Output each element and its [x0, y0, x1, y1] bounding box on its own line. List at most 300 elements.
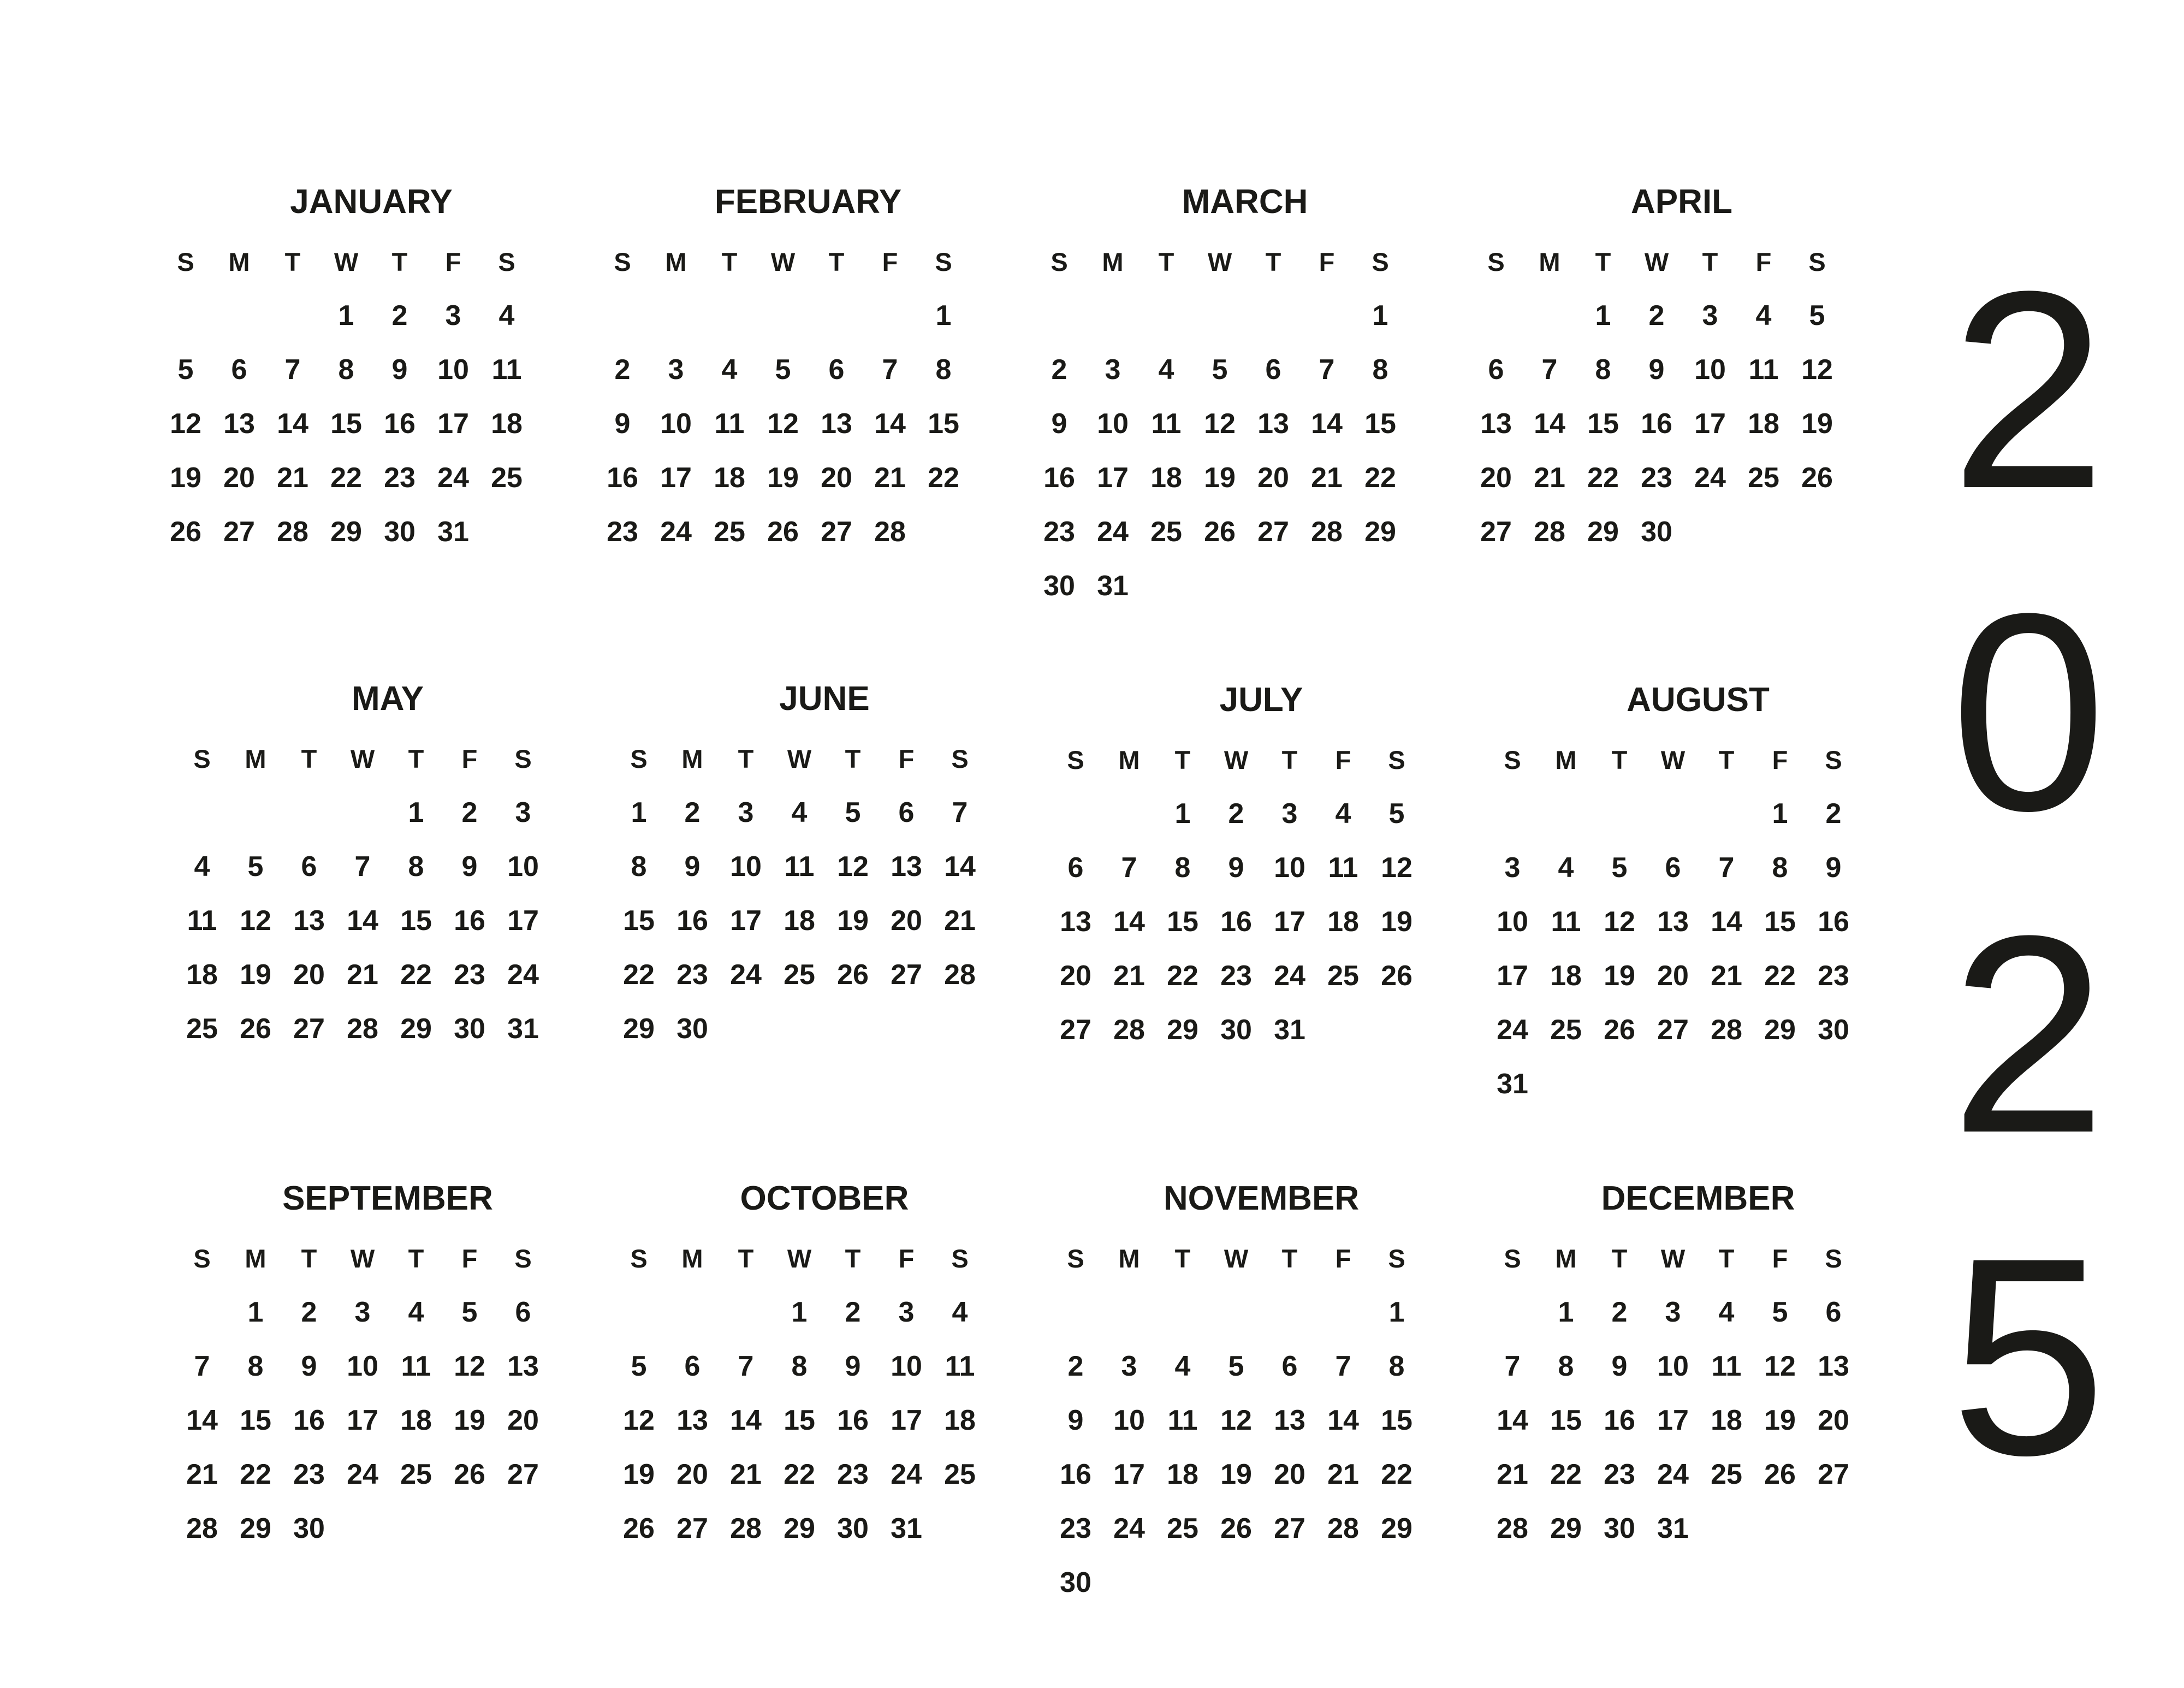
date-cell: 31	[437, 516, 469, 548]
weekday-label: S	[1504, 745, 1521, 774]
date-cell: 11	[1328, 852, 1358, 884]
weekday-label: T	[1281, 745, 1298, 774]
weekday-label: F	[1335, 745, 1351, 774]
weekday-label: T	[1158, 247, 1174, 276]
date-cell: 21	[1534, 462, 1565, 494]
month-title: MARCH	[1182, 183, 1308, 221]
month-april	[1474, 158, 1889, 595]
date-cell: 24	[1657, 1459, 1689, 1490]
date-cell: 15	[1364, 408, 1396, 440]
date-cell: 25	[491, 462, 523, 494]
date-cell: 24	[730, 959, 762, 991]
date-cell: 10	[1113, 1405, 1145, 1436]
date-cell: 20	[223, 462, 255, 494]
date-cell: 28	[944, 959, 976, 991]
date-cell: 26	[1220, 1513, 1252, 1544]
date-cell: 12	[170, 408, 201, 440]
date-cell: 23	[1043, 516, 1075, 548]
date-cell: 27	[223, 516, 255, 548]
date-cell: 10	[730, 851, 762, 883]
date-cell: 19	[170, 462, 201, 494]
weekday-label: F	[898, 1244, 915, 1273]
date-cell: 4	[791, 797, 808, 828]
date-cell: 28	[1113, 1014, 1145, 1046]
month-july	[1054, 656, 1469, 1093]
weekday-label: T	[1718, 745, 1735, 774]
weekday-label: T	[284, 247, 301, 276]
date-cell: 21	[1497, 1459, 1528, 1490]
weekday-label: T	[738, 744, 754, 773]
month-november	[1054, 1155, 1469, 1598]
date-cell: 2	[301, 1296, 317, 1328]
date-cell: 18	[1711, 1405, 1742, 1436]
date-cell: 5	[247, 851, 264, 883]
date-cell: 19	[454, 1405, 485, 1436]
date-cell: 9	[1825, 852, 1842, 884]
date-cell: 4	[408, 1296, 424, 1328]
weekday-label: M	[1539, 247, 1560, 276]
date-cell: 21	[347, 959, 378, 991]
date-cell: 5	[845, 797, 861, 828]
date-cell: 24	[437, 462, 469, 494]
date-cell: 26	[454, 1459, 485, 1490]
date-cell: 21	[730, 1459, 762, 1490]
date-cell: 8	[1772, 852, 1788, 884]
date-cell: 1	[935, 300, 952, 331]
date-cell: 25	[944, 1459, 976, 1490]
date-cell: 24	[1274, 960, 1305, 992]
weekday-label: F	[882, 247, 898, 276]
date-cell: 26	[767, 516, 799, 548]
date-cell: 18	[784, 905, 815, 937]
date-cell: 7	[1504, 1351, 1521, 1382]
month-january	[164, 158, 579, 595]
date-cell: 28	[1534, 516, 1565, 548]
date-cell: 10	[437, 354, 469, 386]
date-cell: 19	[1801, 408, 1833, 440]
weekday-label: M	[228, 247, 250, 276]
weekday-label: S	[1067, 745, 1084, 774]
date-cell: 11	[1151, 408, 1182, 440]
weekday-label: M	[1102, 247, 1124, 276]
date-cell: 16	[1043, 462, 1075, 494]
year-digit: 5	[1950, 1200, 2107, 1514]
weekday-label: S	[614, 247, 631, 276]
date-cell: 29	[1381, 1513, 1413, 1544]
date-cell: 8	[1372, 354, 1388, 386]
date-cell: 4	[1558, 852, 1574, 884]
date-cell: 29	[1364, 516, 1396, 548]
date-cell: 22	[400, 959, 432, 991]
weekday-label: W	[350, 1244, 375, 1273]
date-cell: 25	[1748, 462, 1779, 494]
date-cell: 6	[515, 1296, 531, 1328]
date-cell: 24	[1497, 1014, 1528, 1046]
date-cell: 22	[1764, 960, 1796, 992]
weekday-label: M	[245, 744, 266, 773]
weekday-label: T	[845, 1244, 861, 1273]
date-cell: 3	[898, 1296, 915, 1328]
weekday-label: F	[1772, 1244, 1788, 1273]
weekday-label: F	[898, 744, 915, 773]
date-cell: 23	[837, 1459, 869, 1490]
date-cell: 30	[1060, 1567, 1091, 1598]
weekday-label: M	[1118, 1244, 1140, 1273]
date-cell: 16	[1220, 906, 1252, 938]
date-cell: 18	[1150, 462, 1182, 494]
year-digit: 0	[1950, 555, 2107, 869]
weekday-label: M	[1555, 745, 1577, 774]
weekday-label: M	[1555, 1244, 1577, 1273]
date-cell: 21	[277, 462, 308, 494]
date-cell: 8	[631, 851, 647, 883]
month-title: OCTOBER	[740, 1180, 909, 1217]
weekday-label: S	[1372, 247, 1389, 276]
date-cell: 3	[515, 797, 531, 828]
date-cell: 20	[891, 905, 922, 937]
month-december	[1491, 1155, 1906, 1592]
month-june	[617, 655, 1032, 1092]
weekday-label: S	[1051, 247, 1068, 276]
date-cell: 15	[1167, 906, 1198, 938]
weekday-label: S	[1808, 247, 1826, 276]
date-cell: 30	[384, 516, 416, 548]
date-cell: 7	[882, 354, 898, 386]
date-cell: 11	[784, 851, 815, 883]
date-cell: 24	[347, 1459, 378, 1490]
date-cell: 16	[837, 1405, 869, 1436]
date-cell: 12	[1764, 1351, 1796, 1382]
date-cell: 5	[775, 354, 791, 386]
date-cell: 1	[1388, 1296, 1405, 1328]
date-cell: 16	[676, 905, 708, 937]
date-cell: 4	[1174, 1351, 1191, 1382]
date-cell: 2	[614, 354, 631, 386]
month-march	[1037, 158, 1452, 602]
date-cell: 21	[1311, 462, 1343, 494]
date-cell: 5	[1611, 852, 1628, 884]
date-cell: 15	[784, 1405, 815, 1436]
date-cell: 18	[186, 959, 218, 991]
date-cell: 1	[1372, 300, 1388, 331]
date-cell: 14	[347, 905, 378, 937]
date-cell: 4	[194, 851, 210, 883]
date-cell: 25	[1150, 516, 1182, 548]
date-cell: 17	[507, 905, 539, 937]
date-cell: 20	[676, 1459, 708, 1490]
date-cell: 24	[660, 516, 692, 548]
date-cell: 24	[1113, 1513, 1145, 1544]
date-cell: 3	[445, 300, 461, 331]
month-title: AUGUST	[1627, 681, 1770, 719]
weekday-label: T	[1281, 1244, 1298, 1273]
date-cell: 30	[1641, 516, 1672, 548]
date-cell: 20	[1060, 960, 1091, 992]
date-cell: 22	[330, 462, 362, 494]
date-cell: 19	[767, 462, 799, 494]
date-cell: 14	[277, 408, 308, 440]
date-cell: 14	[730, 1405, 762, 1436]
weekday-label: S	[1487, 247, 1505, 276]
date-cell: 3	[1121, 1351, 1137, 1382]
weekday-label: W	[770, 247, 796, 276]
date-cell: 22	[1587, 462, 1619, 494]
date-cell: 27	[1060, 1014, 1091, 1046]
date-cell: 13	[821, 408, 852, 440]
weekday-label: T	[1265, 247, 1281, 276]
date-cell: 3	[1665, 1296, 1681, 1328]
date-cell: 11	[1748, 354, 1779, 386]
weekday-label: T	[408, 744, 424, 773]
weekday-label: S	[630, 1244, 648, 1273]
month-title: SEPTEMBER	[282, 1180, 493, 1217]
date-cell: 30	[676, 1013, 708, 1045]
date-cell: 25	[1167, 1513, 1198, 1544]
date-cell: 12	[454, 1351, 485, 1382]
date-cell: 8	[1558, 1351, 1574, 1382]
date-cell: 30	[1220, 1014, 1252, 1046]
weekday-label: W	[1224, 745, 1249, 774]
weekday-label: S	[514, 744, 532, 773]
weekday-label: S	[177, 247, 194, 276]
date-cell: 22	[784, 1459, 815, 1490]
date-cell: 15	[400, 905, 432, 937]
date-cell: 6	[1067, 852, 1084, 884]
date-cell: 5	[461, 1296, 478, 1328]
date-cell: 31	[891, 1513, 922, 1544]
date-cell: 13	[1818, 1351, 1849, 1382]
date-cell: 25	[1550, 1014, 1582, 1046]
date-cell: 5	[1772, 1296, 1788, 1328]
date-cell: 26	[1204, 516, 1236, 548]
date-cell: 8	[1595, 354, 1611, 386]
weekday-label: S	[1504, 1244, 1521, 1273]
weekday-label: T	[738, 1244, 754, 1273]
date-cell: 8	[1174, 852, 1191, 884]
date-cell: 15	[928, 408, 959, 440]
weekday-label: W	[787, 1244, 812, 1273]
weekday-label: M	[1118, 745, 1140, 774]
weekday-label: T	[828, 247, 845, 276]
date-cell: 27	[891, 959, 922, 991]
date-cell: 14	[1497, 1405, 1528, 1436]
weekday-label: T	[301, 744, 317, 773]
weekday-label: S	[1388, 745, 1405, 774]
date-cell: 23	[1641, 462, 1672, 494]
date-cell: 6	[1488, 354, 1504, 386]
date-cell: 25	[400, 1459, 432, 1490]
date-cell: 28	[347, 1013, 378, 1045]
date-cell: 7	[1541, 354, 1558, 386]
weekday-label: S	[935, 247, 952, 276]
date-cell: 3	[1504, 852, 1521, 884]
date-cell: 7	[1335, 1351, 1351, 1382]
date-cell: 23	[676, 959, 708, 991]
date-cell: 4	[1755, 300, 1772, 331]
date-cell: 10	[1694, 354, 1726, 386]
date-cell: 14	[1534, 408, 1565, 440]
year-digit: 2	[1950, 233, 2107, 547]
date-cell: 6	[1825, 1296, 1842, 1328]
date-cell: 26	[837, 959, 869, 991]
date-cell: 23	[1220, 960, 1252, 992]
date-cell: 16	[293, 1405, 325, 1436]
date-cell: 13	[507, 1351, 539, 1382]
date-cell: 11	[1551, 906, 1581, 938]
date-cell: 27	[1274, 1513, 1305, 1544]
date-cell: 6	[1665, 852, 1681, 884]
month-title: NOVEMBER	[1163, 1180, 1360, 1217]
date-cell: 28	[186, 1513, 218, 1544]
date-cell: 3	[738, 797, 754, 828]
weekday-label: F	[445, 247, 461, 276]
weekday-label: T	[391, 247, 408, 276]
date-cell: 15	[240, 1405, 271, 1436]
date-cell: 6	[1265, 354, 1281, 386]
weekday-label: F	[1772, 745, 1788, 774]
date-cell: 30	[293, 1513, 325, 1544]
date-cell: 13	[293, 905, 325, 937]
date-cell: 31	[1274, 1014, 1305, 1046]
weekday-label: S	[498, 247, 515, 276]
date-cell: 29	[784, 1513, 815, 1544]
date-cell: 1	[631, 797, 647, 828]
date-cell: 9	[301, 1351, 317, 1382]
weekday-label: S	[514, 1244, 532, 1273]
date-cell: 27	[1257, 516, 1289, 548]
date-cell: 21	[186, 1459, 218, 1490]
date-cell: 6	[301, 851, 317, 883]
weekday-label: S	[1067, 1244, 1084, 1273]
date-cell: 15	[330, 408, 362, 440]
weekday-label: W	[787, 744, 812, 773]
date-cell: 7	[1121, 852, 1137, 884]
date-cell: 1	[247, 1296, 264, 1328]
date-cell: 23	[607, 516, 638, 548]
weekday-label: S	[1388, 1244, 1405, 1273]
date-cell: 14	[874, 408, 906, 440]
date-cell: 18	[1327, 906, 1359, 938]
date-cell: 11	[945, 1351, 975, 1382]
date-cell: 17	[347, 1405, 378, 1436]
weekday-label: M	[665, 247, 687, 276]
date-cell: 24	[507, 959, 539, 991]
date-cell: 12	[767, 408, 799, 440]
date-cell: 27	[1818, 1459, 1849, 1490]
date-cell: 15	[1764, 906, 1796, 938]
date-cell: 2	[1648, 300, 1665, 331]
date-cell: 12	[1801, 354, 1833, 386]
date-cell: 29	[623, 1013, 655, 1045]
date-cell: 7	[1319, 354, 1335, 386]
weekday-label: F	[1335, 1244, 1351, 1273]
date-cell: 14	[1113, 906, 1145, 938]
date-cell: 31	[1097, 570, 1129, 602]
weekday-label: S	[951, 744, 969, 773]
date-cell: 1	[1174, 798, 1191, 830]
date-cell: 29	[1587, 516, 1619, 548]
weekday-label: S	[951, 1244, 969, 1273]
date-cell: 23	[1604, 1459, 1635, 1490]
date-cell: 3	[668, 354, 684, 386]
date-cell: 6	[828, 354, 845, 386]
weekday-label: W	[350, 744, 375, 773]
date-cell: 12	[837, 851, 869, 883]
date-cell: 5	[1212, 354, 1228, 386]
weekday-label: S	[630, 744, 648, 773]
date-cell: 25	[1327, 960, 1359, 992]
weekday-label: F	[1319, 247, 1335, 276]
date-cell: 18	[1167, 1459, 1198, 1490]
date-cell: 17	[1097, 462, 1129, 494]
date-cell: 29	[400, 1013, 432, 1045]
date-cell: 21	[944, 905, 976, 937]
date-cell: 9	[1648, 354, 1665, 386]
date-cell: 13	[1480, 408, 1512, 440]
date-cell: 17	[730, 905, 762, 937]
month-title: JULY	[1219, 681, 1303, 719]
date-cell: 8	[1388, 1351, 1405, 1382]
date-cell: 26	[623, 1513, 655, 1544]
month-title: JUNE	[779, 680, 870, 718]
date-cell: 8	[935, 354, 952, 386]
date-cell: 11	[714, 408, 745, 440]
year-digit: 2	[1950, 878, 2107, 1192]
date-cell: 9	[1611, 1351, 1628, 1382]
date-cell: 11	[401, 1351, 431, 1382]
date-cell: 9	[461, 851, 478, 883]
weekday-label: T	[1718, 1244, 1735, 1273]
month-september	[180, 1155, 595, 1592]
date-cell: 1	[1558, 1296, 1574, 1328]
date-cell: 28	[1327, 1513, 1359, 1544]
date-cell: 19	[240, 959, 271, 991]
date-cell: 11	[187, 905, 217, 937]
date-cell: 19	[1220, 1459, 1252, 1490]
date-cell: 10	[891, 1351, 922, 1382]
date-cell: 14	[1711, 906, 1742, 938]
weekday-label: W	[1644, 247, 1669, 276]
date-cell: 19	[1764, 1405, 1796, 1436]
date-cell: 8	[338, 354, 354, 386]
date-cell: 12	[1604, 906, 1635, 938]
date-cell: 25	[784, 959, 815, 991]
date-cell: 12	[1381, 852, 1413, 884]
date-cell: 9	[684, 851, 701, 883]
date-cell: 29	[240, 1513, 271, 1544]
date-cell: 19	[837, 905, 869, 937]
date-cell: 10	[1497, 906, 1528, 938]
date-cell: 29	[330, 516, 362, 548]
date-cell: 20	[1818, 1405, 1849, 1436]
date-cell: 15	[1381, 1405, 1413, 1436]
weekday-label: W	[1660, 1244, 1686, 1273]
date-cell: 23	[293, 1459, 325, 1490]
date-cell: 17	[660, 462, 692, 494]
date-cell: 10	[660, 408, 692, 440]
date-cell: 14	[944, 851, 976, 883]
weekday-label: T	[1611, 1244, 1628, 1273]
date-cell: 23	[1060, 1513, 1091, 1544]
date-cell: 17	[1113, 1459, 1145, 1490]
weekday-label: T	[1174, 745, 1191, 774]
date-cell: 27	[821, 516, 852, 548]
date-cell: 5	[1228, 1351, 1244, 1382]
date-cell: 31	[1657, 1513, 1689, 1544]
date-cell: 20	[1657, 960, 1689, 992]
weekday-label: T	[1595, 247, 1611, 276]
date-cell: 13	[223, 408, 255, 440]
